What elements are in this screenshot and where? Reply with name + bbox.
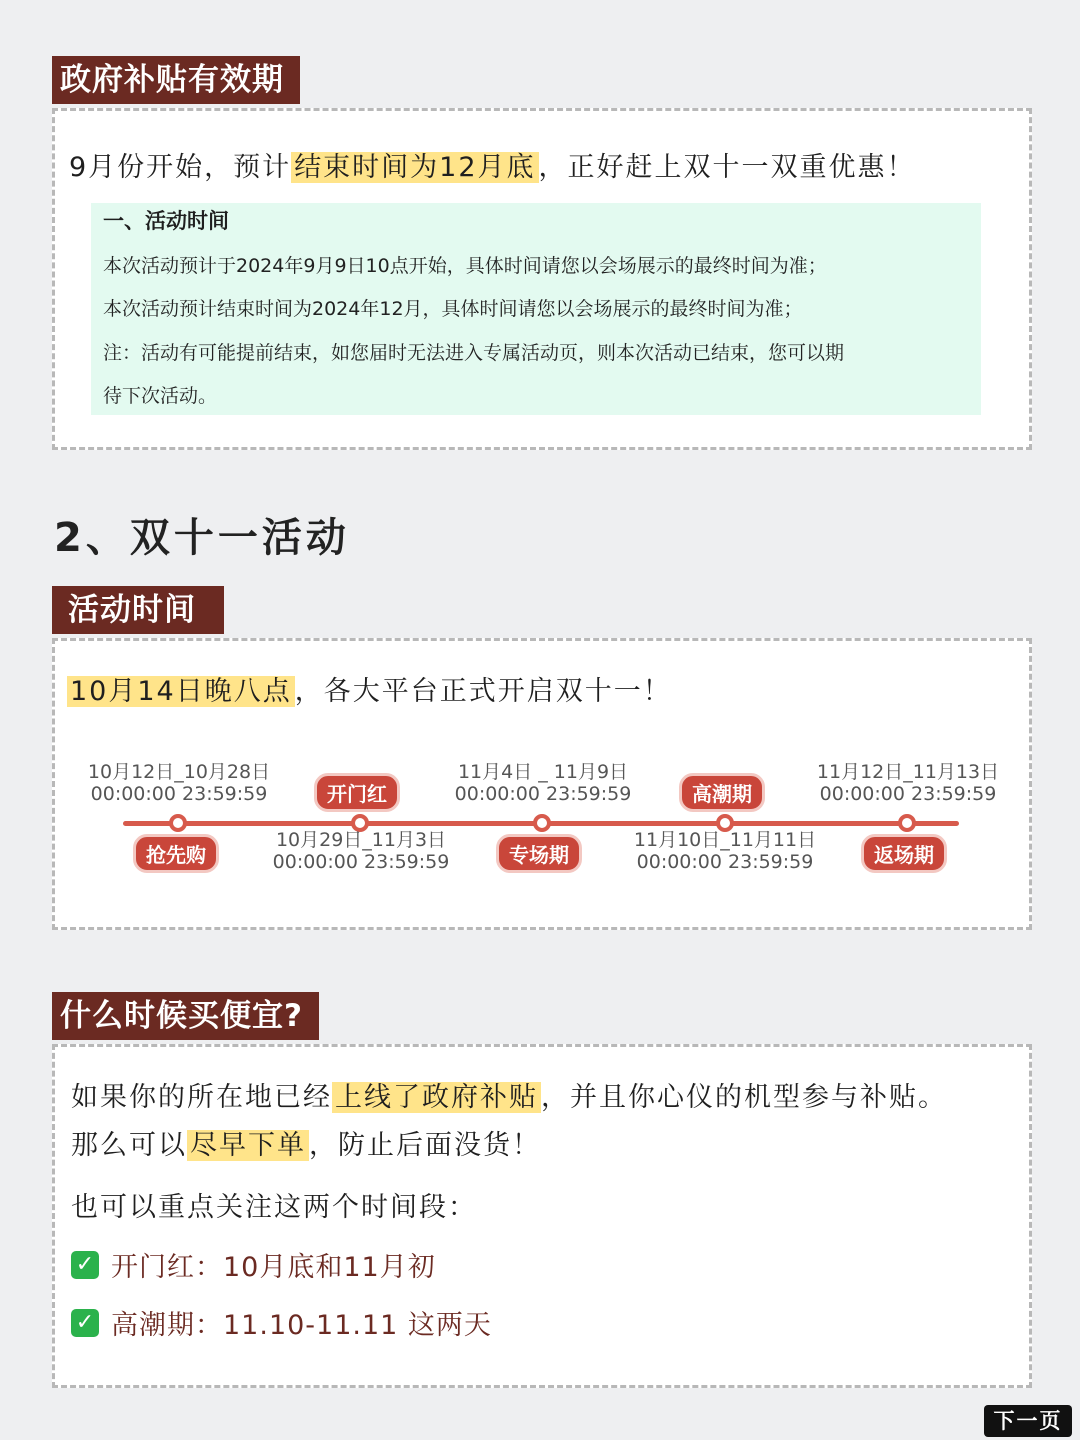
buy-line-2 bbox=[71, 1123, 541, 1162]
timeline-dot bbox=[533, 814, 551, 832]
text: ，防止后面没货！ bbox=[309, 1130, 541, 1161]
highlight: 上线了政府补贴 bbox=[332, 1082, 541, 1113]
phase-dates bbox=[627, 829, 823, 873]
phase-pill: 专场期 bbox=[496, 834, 582, 873]
text: ，并且你心仪的机型参与补贴。 bbox=[541, 1082, 947, 1113]
phase-pill: 高潮期 bbox=[679, 773, 765, 812]
intro-text: 9月份开始，预计 bbox=[69, 152, 292, 183]
phase-dates bbox=[81, 761, 277, 805]
phase-date-range: 11月10日_11月11日 bbox=[633, 829, 817, 851]
timeline-dot bbox=[898, 814, 916, 832]
buy-line-3: 也可以重点关注这两个时间段： bbox=[71, 1192, 477, 1223]
subsidy-intro bbox=[69, 145, 916, 184]
phase-date-range: 10月12日_10月28日 bbox=[87, 761, 271, 783]
check-icon: ✓ bbox=[71, 1251, 99, 1279]
text: 如果你的所在地已经 bbox=[71, 1082, 332, 1113]
timeline-dot bbox=[169, 814, 187, 832]
info-line: 注：活动有可能提前结束，如您届时无法进入专属活动页，则本次活动已结束，您可以期 bbox=[103, 342, 845, 364]
intro-text-end: ，正好赶上双十一双重优惠！ bbox=[538, 152, 916, 183]
phase-dates bbox=[263, 829, 459, 873]
phase-dates bbox=[445, 761, 641, 805]
phase-time-range: 00:00:00 23:59:59 bbox=[819, 783, 997, 805]
when-to-buy-tag: 什么时候买便宜? bbox=[52, 992, 319, 1040]
section-heading: 2、双十一活动 bbox=[54, 515, 350, 561]
phase-date-range: 11月4日 _ 11月9日 bbox=[457, 761, 629, 783]
phase-date-range: 11月12日_11月13日 bbox=[816, 761, 1000, 783]
intro-text: ，各大平台正式开启双十一！ bbox=[294, 676, 672, 707]
phase-time-range: 00:00:00 23:59:59 bbox=[454, 783, 632, 805]
phase-pill: 返场期 bbox=[861, 834, 947, 873]
info-line: 本次活动预计于2024年9月9日10点开始，具体时间请您以会场展示的最终时间为准； bbox=[103, 255, 827, 277]
highlight: 尽早下单 bbox=[187, 1130, 309, 1161]
activity-time-tag: 活动时间 bbox=[52, 586, 224, 634]
subsidy-card bbox=[52, 108, 1032, 450]
phase-time-range: 00:00:00 23:59:59 bbox=[636, 851, 814, 873]
phase-pill: 开门红 bbox=[314, 773, 400, 812]
info-title: 一、活动时间 bbox=[103, 209, 229, 233]
activity-info-box bbox=[91, 203, 981, 415]
check-item: 高潮期：11.10-11.11 这两天 bbox=[111, 1310, 492, 1341]
when-to-buy-card bbox=[52, 1044, 1032, 1388]
activity-time-card bbox=[52, 638, 1032, 930]
buy-line-1 bbox=[71, 1075, 947, 1114]
intro-highlight: 结束时间为12月底 bbox=[291, 152, 538, 183]
phase-time-range: 00:00:00 23:59:59 bbox=[272, 851, 450, 873]
text: 那么可以 bbox=[71, 1130, 187, 1161]
check-icon: ✓ bbox=[71, 1309, 99, 1337]
phase-pill: 抢先购 bbox=[133, 834, 219, 873]
phase-date-range: 10月29日_11月3日 bbox=[275, 829, 447, 851]
phase-dates bbox=[810, 761, 1006, 805]
subsidy-tag: 政府补贴有效期 bbox=[52, 56, 300, 104]
activity-intro bbox=[67, 669, 672, 708]
info-line: 本次活动预计结束时间为2024年12月，具体时间请您以会场展示的最终时间为准； bbox=[103, 298, 803, 320]
next-page-button[interactable]: 下一页 bbox=[984, 1405, 1072, 1437]
check-item: 开门红：10月底和11月初 bbox=[111, 1252, 436, 1283]
phase-time-range: 00:00:00 23:59:59 bbox=[90, 783, 268, 805]
intro-highlight: 10月14日晚八点 bbox=[67, 676, 295, 707]
info-line: 待下次活动。 bbox=[103, 385, 218, 407]
